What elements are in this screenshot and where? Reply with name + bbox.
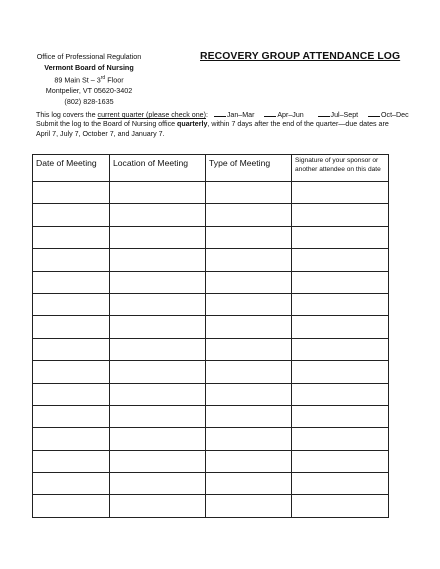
- office-name: Office of Professional Regulation: [36, 52, 142, 61]
- table-row: [33, 361, 389, 383]
- cell-signature[interactable]: [292, 316, 389, 338]
- cell-signature[interactable]: [292, 226, 389, 248]
- cell-type[interactable]: [206, 383, 292, 405]
- header-type: Type of Meeting: [206, 155, 292, 182]
- table-row: [33, 473, 389, 495]
- cell-type[interactable]: [206, 338, 292, 360]
- quarter-checkbox-oct-dec[interactable]: [368, 110, 380, 117]
- table-row: [33, 428, 389, 450]
- quarter-checkbox-apr-jun[interactable]: [264, 110, 276, 117]
- cell-date[interactable]: [33, 495, 110, 517]
- cell-location[interactable]: [110, 450, 206, 472]
- cell-signature[interactable]: [292, 271, 389, 293]
- page-title: RECOVERY GROUP ATTENDANCE LOG: [200, 51, 401, 62]
- cell-signature[interactable]: [292, 293, 389, 315]
- city-state-zip: Montpelier, VT 05620-3402: [45, 86, 133, 96]
- cell-type[interactable]: [206, 226, 292, 248]
- table-row: [33, 316, 389, 338]
- cell-type[interactable]: [206, 271, 292, 293]
- cell-date[interactable]: [33, 226, 110, 248]
- cell-signature[interactable]: [292, 182, 389, 204]
- instr-due: , within 7 days after the end of the quarter—due dates are: [207, 120, 389, 129]
- cell-type[interactable]: [206, 293, 292, 315]
- quarter-option-oct-dec: Oct–Dec: [381, 111, 409, 119]
- table-row: [33, 383, 389, 405]
- cell-location[interactable]: [110, 361, 206, 383]
- cell-type[interactable]: [206, 249, 292, 271]
- cell-location[interactable]: [110, 182, 206, 204]
- cell-signature[interactable]: [292, 495, 389, 517]
- table-row: [33, 495, 389, 517]
- cell-date[interactable]: [33, 428, 110, 450]
- cell-signature[interactable]: [292, 204, 389, 226]
- cell-type[interactable]: [206, 204, 292, 226]
- cell-date[interactable]: [33, 338, 110, 360]
- cell-location[interactable]: [110, 383, 206, 405]
- cell-type[interactable]: [206, 182, 292, 204]
- cell-location[interactable]: [110, 405, 206, 427]
- instructions-line-1: [36, 110, 416, 120]
- cell-date[interactable]: [33, 361, 110, 383]
- cell-signature[interactable]: [292, 473, 389, 495]
- cell-location[interactable]: [110, 473, 206, 495]
- table-row: [33, 293, 389, 315]
- cell-location[interactable]: [110, 249, 206, 271]
- cell-signature[interactable]: [292, 338, 389, 360]
- instructions: [36, 110, 416, 139]
- log-body: [33, 182, 389, 518]
- phone-number: (802) 828-1635: [64, 96, 114, 106]
- instr-colon: :: [205, 111, 208, 119]
- table-row: [33, 204, 389, 226]
- quarter-checkbox-jan-mar[interactable]: [214, 110, 226, 117]
- street-prefix: 89 Main St – 3: [54, 75, 101, 85]
- cell-location[interactable]: [110, 316, 206, 338]
- cell-date[interactable]: [33, 204, 110, 226]
- table-row: [33, 226, 389, 248]
- instr-quarter-label: current quarter (please check one): [97, 111, 206, 119]
- cell-type[interactable]: [206, 405, 292, 427]
- cell-location[interactable]: [110, 338, 206, 360]
- cell-location[interactable]: [110, 226, 206, 248]
- instr-submit: Submit the log to the Board of Nursing office: [36, 120, 178, 129]
- cell-type[interactable]: [206, 450, 292, 472]
- cell-date[interactable]: [33, 383, 110, 405]
- table-row: [33, 338, 389, 360]
- cell-type[interactable]: [206, 316, 292, 338]
- header-date: Date of Meeting: [33, 155, 110, 182]
- cell-type[interactable]: [206, 495, 292, 517]
- cell-signature[interactable]: [292, 249, 389, 271]
- cell-date[interactable]: [33, 271, 110, 293]
- floor-ordinal: rd: [100, 75, 106, 82]
- quarter-option-jul-sept: Jul–Sept: [330, 111, 359, 119]
- quarter-option-apr-jun: Apr–Jun: [277, 111, 304, 119]
- table-row: [33, 450, 389, 472]
- cell-type[interactable]: [206, 361, 292, 383]
- attendance-log-table: [32, 154, 389, 518]
- cell-date[interactable]: [33, 405, 110, 427]
- cell-signature[interactable]: [292, 428, 389, 450]
- table-row: [33, 249, 389, 271]
- table-row: [33, 405, 389, 427]
- street-suffix: Floor: [105, 75, 124, 85]
- cell-type[interactable]: [206, 428, 292, 450]
- cell-signature[interactable]: [292, 361, 389, 383]
- instructions-line-2: [36, 120, 416, 129]
- cell-signature[interactable]: [292, 405, 389, 427]
- office-address-block: [28, 52, 150, 107]
- street-address: [28, 73, 150, 86]
- header-row: [33, 155, 389, 182]
- instructions-line-3: April 7, July 7, October 7, and January 7.: [36, 129, 165, 138]
- cell-date[interactable]: [33, 293, 110, 315]
- cell-date[interactable]: [33, 450, 110, 472]
- cell-signature[interactable]: [292, 450, 389, 472]
- cell-location[interactable]: [110, 204, 206, 226]
- header-signature: Signature of your sponsor or another attendee on this date: [292, 155, 389, 182]
- header-location: Location of Meeting: [110, 155, 206, 182]
- quarter-option-jan-mar: Jan–Mar: [226, 111, 255, 119]
- table-row: [33, 271, 389, 293]
- cell-type[interactable]: [206, 473, 292, 495]
- cell-date[interactable]: [33, 182, 110, 204]
- table-row: [33, 182, 389, 204]
- cell-location[interactable]: [110, 271, 206, 293]
- quarter-checkbox-jul-sept[interactable]: [318, 110, 330, 117]
- cell-date[interactable]: [33, 249, 110, 271]
- board-name: Vermont Board of Nursing: [44, 62, 134, 72]
- cell-location[interactable]: [110, 428, 206, 450]
- instr-lead: This log covers the: [36, 111, 98, 119]
- cell-location[interactable]: [110, 495, 206, 517]
- cell-location[interactable]: [110, 293, 206, 315]
- instr-quarterly: quarterly: [177, 120, 208, 129]
- cell-date[interactable]: [33, 473, 110, 495]
- cell-signature[interactable]: [292, 383, 389, 405]
- cell-date[interactable]: [33, 316, 110, 338]
